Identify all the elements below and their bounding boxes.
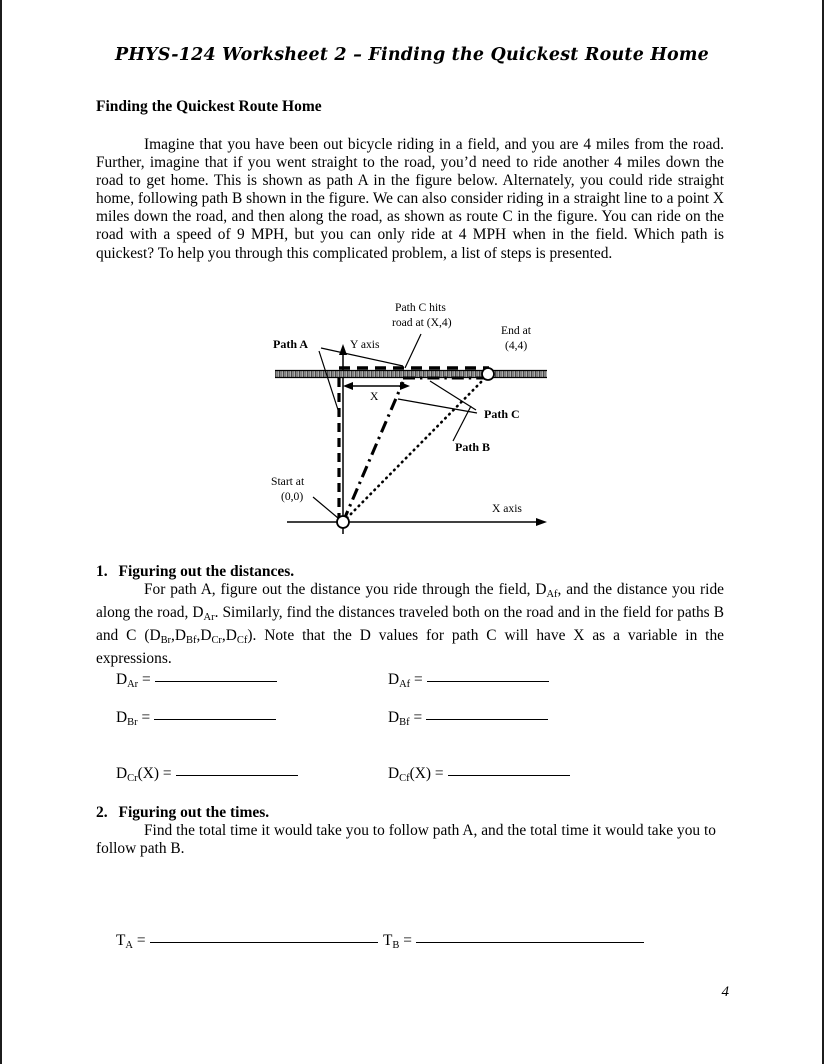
start-point-marker (337, 516, 349, 528)
page-number: 4 (721, 984, 729, 1000)
blank-rule-t-b[interactable] (416, 942, 644, 943)
y-axis-label: Y axis (350, 338, 380, 351)
blank-rule-d-ar[interactable] (155, 681, 277, 682)
section-1-number: 1. (96, 563, 108, 580)
route-diagram (255, 294, 565, 546)
answer-field-d-af[interactable] (388, 671, 549, 690)
s1-sub-cf: Cf (236, 634, 248, 646)
answer-field-t-b[interactable] (383, 932, 644, 951)
s1-t6: ). Note that the D values for path C will have X as a variable in the expressions. (96, 627, 724, 668)
answer-field-d-cr[interactable] (116, 765, 298, 784)
x-axis-label: X axis (492, 502, 522, 515)
answer-field-d-bf[interactable] (388, 709, 548, 728)
x-distance-measure (343, 382, 410, 390)
s1-t5: ,D (221, 627, 237, 645)
s1-t1: , and the distance you ride along the road, D (96, 581, 724, 622)
path-c-label: Path C (484, 407, 520, 421)
label-t-b: $T_B$ = (383, 932, 412, 951)
label-t-a: $T_A$ = (116, 932, 146, 951)
end-at-label-line2: (4,4) (505, 339, 528, 352)
label-d-br: $D_{Br}$ = (116, 709, 151, 728)
s1-sub-af: Af (546, 588, 558, 600)
s1-t2: . Similarly, find the distances traveled both on the road and in the field for paths B and C (D (96, 604, 724, 645)
path-c-hits-label-line2: road at (X,4) (392, 316, 452, 329)
blank-rule-d-cf[interactable] (448, 775, 570, 776)
end-point-marker (482, 368, 494, 380)
answer-field-d-br[interactable] (116, 709, 276, 728)
label-d-bf: $D_{Bf}$ = (388, 709, 423, 728)
section-2-heading (96, 804, 269, 822)
answer-field-t-a[interactable] (116, 932, 378, 951)
s1-t0: For path A, figure out the distance you ride through the field, D (144, 581, 547, 598)
path-c-hits-label-line1: Path C hits (395, 301, 446, 314)
blank-rule-d-af[interactable] (427, 681, 549, 682)
section-2-body: Find the total time it would take you to follow path A, and the total time it would take you to follow path B. (96, 822, 716, 858)
answer-field-d-ar[interactable] (116, 671, 277, 690)
blank-rule-t-a[interactable] (150, 942, 378, 943)
label-d-cf: $D_{Cf}(X)$ = (388, 765, 444, 784)
section-1-body (96, 581, 724, 668)
route-diagram-svg (255, 294, 565, 546)
section-2-title: Figuring out the times. (118, 804, 270, 821)
section-heading-main: Finding the Quickest Route Home (96, 98, 322, 115)
page-title: PHYS-124 Worksheet 2 – Finding the Quickest Route Home (115, 45, 709, 65)
end-at-label-line1: End at (501, 324, 531, 337)
blank-rule-d-cr[interactable] (176, 775, 298, 776)
label-d-af: $D_{Af}$ = (388, 671, 423, 690)
s1-t3: ,D (171, 627, 186, 645)
s1-sub-bf: Bf (186, 634, 197, 646)
path-a-label: Path A (273, 337, 309, 351)
answer-field-d-cf[interactable] (388, 765, 570, 784)
blank-rule-d-br[interactable] (154, 719, 276, 720)
intro-paragraph: Imagine that you have been out bicycle riding in a field, and you are 4 miles from the road. Further, imagine that if you went straight to the road, you’d need to ride another 4 miles down the road to get home. This is shown as path A in the figure below. Alternately, you could ride straight home, following path B shown in the figure. We can also consider riding in a straight line to a point X miles down the road, and then along the road, as shown as route C in the figure. You can ride on the road with a speed of 9 MPH, but you can only ride at 4 MPH when in the field. Which path is quickest? To help you through this complicated problem, a list of steps is presented. (96, 136, 724, 262)
s1-sub-ar: Ar (203, 611, 215, 623)
section-1-heading (96, 563, 294, 581)
x-axis (287, 518, 547, 526)
start-at-label-line1: Start at (271, 475, 305, 488)
s1-sub-br: Br (160, 634, 172, 646)
x-distance-label: X (370, 390, 379, 403)
s1-sub-cr: Cr (211, 634, 222, 646)
start-at-label-line2: (0,0) (281, 490, 304, 503)
label-d-cr: $D_{Cr}(X)$ = (116, 765, 172, 784)
label-d-ar: $D_{Ar}$ = (116, 671, 151, 690)
s1-t4: ,D (196, 627, 212, 645)
path-c-field-leg (343, 382, 403, 522)
blank-rule-d-bf[interactable] (426, 719, 548, 720)
path-b-label: Path B (455, 440, 491, 454)
section-2-number: 2. (96, 804, 108, 821)
section-1-title: Figuring out the distances. (118, 563, 295, 580)
